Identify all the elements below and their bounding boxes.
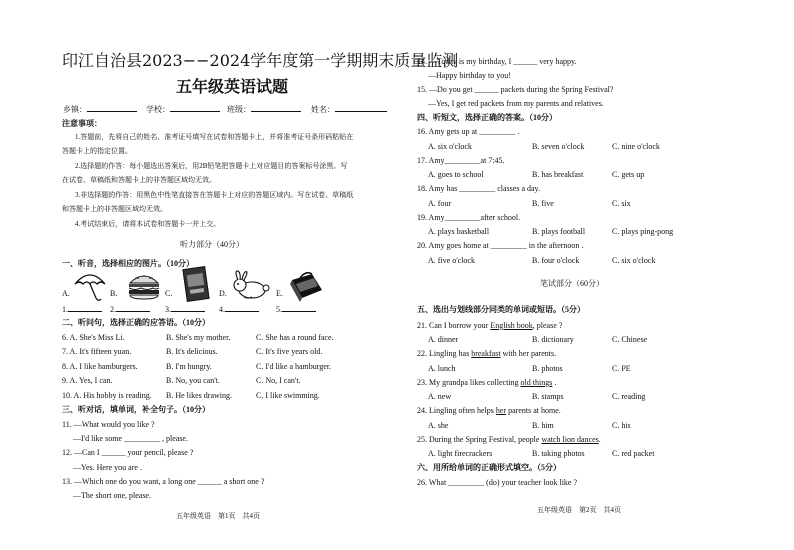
book-picture bbox=[181, 266, 211, 302]
field-name: 姓名： bbox=[311, 103, 387, 115]
question-line: 14. —Today is my birthday, I ______ very happy. bbox=[417, 57, 577, 66]
rabbit-picture bbox=[230, 270, 272, 302]
q23-option-b: B. stamps bbox=[532, 392, 564, 401]
q17-option-c: C. gets up bbox=[612, 170, 645, 179]
page-footer-right: 五年级英语 第2页 共4页 bbox=[537, 506, 621, 514]
pic-letter: E. bbox=[276, 289, 283, 298]
q23-stem: 23. My grandpa likes collecting old things . bbox=[417, 378, 557, 387]
field-township: 乡镇： bbox=[63, 103, 137, 115]
notice-line: 1.答题前，先将自己的姓名、准考证号填写在试卷和答题卡上，并将准考证号条形码粘贴在 bbox=[75, 133, 354, 141]
answer-line: —The short one, please. bbox=[73, 491, 151, 500]
q20-option-b: B. four o'clock bbox=[532, 256, 580, 265]
section-3-heading: 三、听对话，填单词，补全句子。（10分） bbox=[62, 405, 210, 414]
q21-stem: 21. Can I borrow your English book, please ? bbox=[417, 321, 563, 330]
q7-option-b: B. It's delicious. bbox=[166, 347, 218, 356]
q25-option-a: A. light firecrackers bbox=[428, 449, 493, 458]
q6-option-a: 6. A. She's Miss Li. bbox=[62, 333, 125, 342]
q18-option-b: B. five bbox=[532, 199, 554, 208]
q21-option-a: A. dinner bbox=[428, 335, 459, 344]
q21-option-c: C. Chinese bbox=[612, 335, 648, 344]
q10-option-b: B. He likes drawing. bbox=[166, 391, 232, 400]
q8-option-b: B. I'm hungry. bbox=[166, 362, 212, 371]
notice-line: 和答题卡上的非答题区域均无效。 bbox=[62, 205, 167, 213]
pic-letter: D. bbox=[219, 289, 227, 298]
answer-blank-4: 4. bbox=[219, 303, 259, 315]
q17-option-a: A. goes to school bbox=[428, 170, 484, 179]
umbrella-picture bbox=[72, 268, 108, 304]
q9-option-a: 9. A. Yes, I can. bbox=[62, 376, 113, 385]
listening-heading: 听力部分（40分） bbox=[180, 240, 244, 249]
q16-option-b: B. seven o'clock bbox=[532, 142, 585, 151]
q7-option-a: 7. A. It's fifteen yuan. bbox=[62, 347, 132, 356]
q19-option-a: A. plays basketball bbox=[428, 227, 490, 236]
pic-letter: B. bbox=[110, 289, 118, 298]
q20-option-a: A. five o'clock bbox=[428, 256, 475, 265]
notice-line: 3.非选择题的作答：用黑色中性笔直接答在答题卡上对应的答题区域内。写在试卷、草稿纸 bbox=[75, 191, 354, 199]
notice-line: 4.考试结束后，请将本试卷和答题卡一并上交。 bbox=[75, 220, 221, 228]
hamburger-picture bbox=[127, 270, 161, 300]
answer-line: —Happy birthday to you! bbox=[428, 71, 511, 80]
q23-option-c: C. reading bbox=[612, 392, 646, 401]
section-1-heading: 一、听音，选择相应的图片。（10分） bbox=[62, 259, 194, 268]
q19-option-c: C. plays ping-pong bbox=[612, 227, 674, 236]
q9-option-c: C. No, I can't. bbox=[256, 376, 301, 385]
answer-blank-2: 2. bbox=[110, 303, 150, 315]
section-4-heading: 四、听短文，选择正确的答案。（10分） bbox=[417, 113, 557, 122]
notice-line: 答题卡上的指定位置。 bbox=[62, 147, 132, 155]
q9-option-b: B. No, you can't. bbox=[166, 376, 220, 385]
answer-line: —I'd like some _________ , please. bbox=[73, 434, 188, 443]
q18-stem: 18. Amy has _________ classes a day. bbox=[417, 184, 541, 193]
q25-option-c: C. red packet bbox=[612, 449, 655, 458]
q6-option-b: B. She's my mother. bbox=[166, 333, 231, 342]
q8-option-a: 8. A. I like hamburgers. bbox=[62, 362, 138, 371]
question-line: 13. —Which one do you want, a long one ______ a short one ? bbox=[62, 477, 265, 486]
writing-heading: 笔试部分（60分） bbox=[540, 279, 604, 288]
answer-blank-5: 5. bbox=[276, 303, 316, 315]
question-line: 15. —Do you get ______ packets during the Spring Festival? bbox=[417, 85, 614, 94]
q22-option-c: C. PE bbox=[612, 364, 631, 373]
q10-option-c: C. I like swimming. bbox=[256, 391, 320, 400]
q8-option-c: C. I'd like a hamburger. bbox=[256, 362, 332, 371]
notice-line: 2.选择题的作答：每小题选出答案后，用2B铅笔把答题卡上对应题目的答案标号涂黑。写 bbox=[75, 162, 348, 170]
notice-heading: 注意事项： bbox=[62, 119, 102, 128]
q19-option-b: B. plays football bbox=[532, 227, 586, 236]
pic-letter: A. bbox=[62, 289, 70, 298]
q26-stem: 26. What _________ (do) your teacher look like ? bbox=[417, 478, 578, 487]
notice-line: 在试卷、草稿纸和答题卡上的非答题区域均无效。 bbox=[62, 176, 216, 184]
field-class: 班级： bbox=[227, 103, 301, 115]
q17-option-b: B. has breakfast bbox=[532, 170, 584, 179]
q16-stem: 16. Amy gets up at _________ . bbox=[417, 127, 520, 136]
q24-option-a: A. she bbox=[428, 421, 449, 430]
q10-option-a: 10. A. His hobby is reading. bbox=[62, 391, 152, 400]
answer-line: —Yes. Here you are . bbox=[73, 463, 142, 472]
q25-option-b: B. taking photos bbox=[532, 449, 585, 458]
q23-option-a: A. new bbox=[428, 392, 452, 401]
page-footer-left: 五年级英语 第1页 共4页 bbox=[176, 512, 260, 520]
q16-option-a: A. six o'clock bbox=[428, 142, 472, 151]
section-6-heading: 六、用所给单词的正确形式填空。（5分） bbox=[417, 463, 561, 472]
q20-option-c: C. six o'clock bbox=[612, 256, 656, 265]
q21-option-b: B. dictionary bbox=[532, 335, 574, 344]
q6-option-c: C. She has a round face. bbox=[256, 333, 334, 342]
field-school: 学校： bbox=[146, 103, 220, 115]
q24-option-c: C. his bbox=[612, 421, 631, 430]
section-2-heading: 二、听问句，选择正确的应答语。（10分） bbox=[62, 318, 210, 327]
q18-option-c: C. six bbox=[612, 199, 631, 208]
bag-picture bbox=[286, 270, 326, 304]
question-line: 12. —Can I ______ your pencil, please ? bbox=[62, 448, 194, 457]
q19-stem: 19. Amy_________after school. bbox=[417, 213, 521, 222]
q24-stem: 24. Lingling often helps her parents at home. bbox=[417, 406, 561, 415]
q22-option-a: A. lunch bbox=[428, 364, 456, 373]
question-line: 11. —What would you like ? bbox=[62, 420, 155, 429]
pic-letter: C. bbox=[165, 289, 173, 298]
q22-option-b: B. photos bbox=[532, 364, 563, 373]
q22-stem: 22. Lingling has breakfast with her parents. bbox=[417, 349, 557, 358]
exam-subtitle: 五年级英语试题 bbox=[176, 77, 289, 96]
answer-blank-3: 3. bbox=[165, 303, 205, 315]
q20-stem: 20. Amy goes home at _________ in the afternoon . bbox=[417, 241, 584, 250]
exam-title: 印江自治县2023−−2024学年度第一学期期末质量监测 bbox=[62, 51, 459, 70]
answer-blank-1: 1. bbox=[62, 303, 102, 315]
q24-option-b: B. him bbox=[532, 421, 554, 430]
q25-stem: 25. During the Spring Festival, people watch lion dances. bbox=[417, 435, 601, 444]
answer-line: —Yes, I get red packets from my parents and relatives. bbox=[428, 99, 604, 108]
q7-option-c: C. It's five years old. bbox=[256, 347, 323, 356]
section-5-heading: 五、选出与划线部分同类的单词或短语。（5分） bbox=[417, 305, 585, 314]
q16-option-c: C. nine o'clock bbox=[612, 142, 660, 151]
q17-stem: 17. Amy_________at 7:45. bbox=[417, 156, 505, 165]
q18-option-a: A. four bbox=[428, 199, 452, 208]
